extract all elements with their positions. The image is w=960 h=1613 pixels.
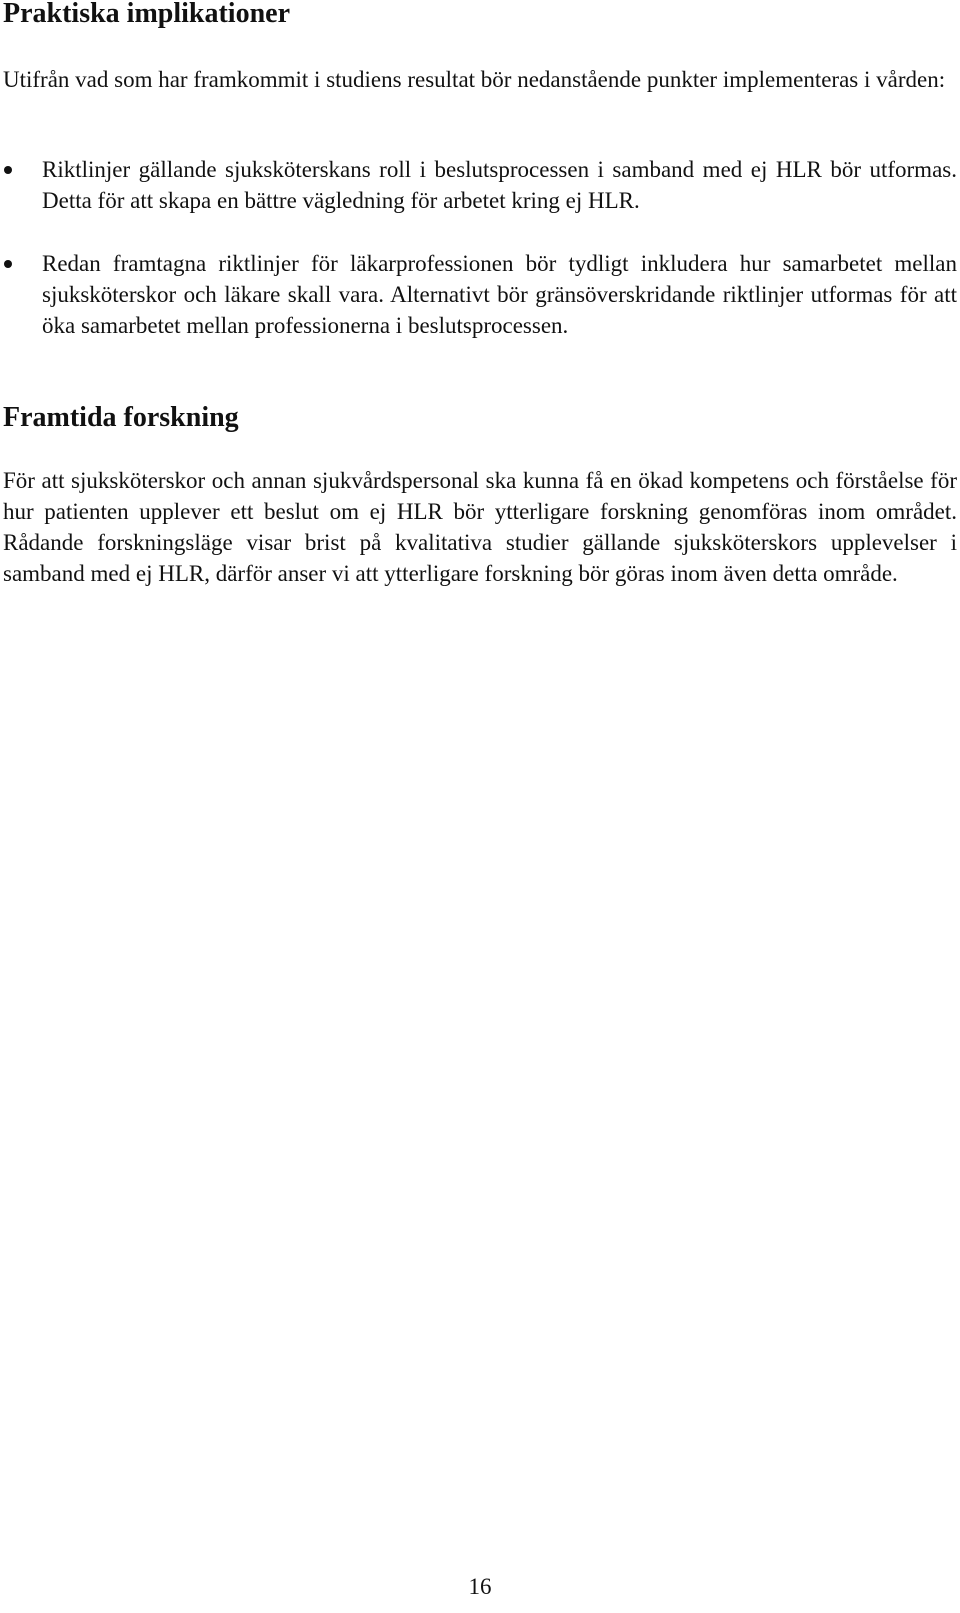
future-research-paragraph: För att sjuksköterskor och annan sjukvårdspersonal ska kunna få en ökad kompetens och förståelse för hur patienten upplever ett beslut om ej HLR bör ytterligare forskning genomföras inom området. Rådande forskningsläge visar brist på kvalitativa studier gällande sjuksköterskors upplevelser i samband med ej HLR, därför anser vi att ytterligare forskning bör göras inom även detta område. — [3, 468, 957, 586]
list-item — [3, 154, 957, 216]
section-heading-praktiska-implikationer: Praktiska implikationer — [3, 0, 291, 29]
list-item-text: Redan framtagna riktlinjer för läkarprofessionen bör tydligt inkludera hur samarbetet mellan sjuksköterskor och läkare skall vara. Alternativt bör gränsöverskridande riktlinjer utformas för att öka samarbetet mellan professionerna i beslutsprocessen. — [42, 251, 957, 338]
page-number: 16 — [468, 1574, 492, 1599]
list-item-text: Riktlinjer gällande sjuksköterskans roll i beslutsprocessen i samband med ej HLR bör utformas. Detta för att skapa en bättre vägledning för arbetet kring ej HLR. — [42, 157, 957, 213]
intro-paragraph: Utifrån vad som har framkommit i studiens resultat bör nedanstående punkter implementeras i vården: — [3, 67, 946, 92]
bullet-icon — [4, 260, 12, 268]
section-heading-framtida-forskning: Framtida forskning — [3, 402, 239, 433]
bullet-icon — [4, 166, 12, 174]
list-item — [3, 248, 957, 341]
